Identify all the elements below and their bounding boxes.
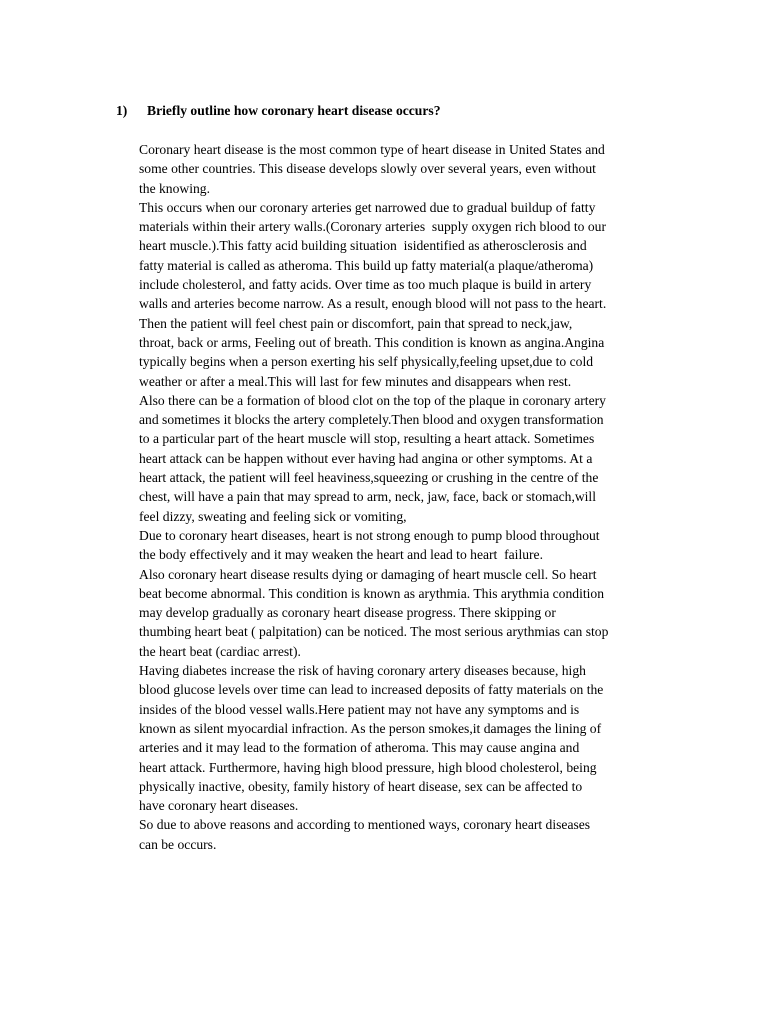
answer-line: include cholesterol, and fatty acids. Over time as too much plaque is build in artery [139,277,592,293]
answer-line: some other countries. This disease develops slowly over several years, even without [139,161,596,177]
answer-line: the heart beat (cardiac arrest). [139,643,301,659]
answer-body [139,140,679,854]
answer-line: walls and arteries become narrow. As a result, enough blood will not pass to the heart. [139,296,607,312]
answer-line: So due to above reasons and according to mentioned ways, coronary heart diseases [139,817,591,833]
answer-line: heart attack. Furthermore, having high blood pressure, high blood cholesterol, being [139,759,597,775]
answer-line: Also there can be a formation of blood clot on the top of the plaque in coronary artery [139,392,606,408]
answer-line: known as silent myocardial infraction. As the person smokes,it damages the lining of [139,720,602,736]
answer-line: heart attack can be happen without ever having had angina or other symptoms. At a [139,450,593,466]
answer-line: the body effectively and it may weaken the heart and lead to heart failure. [139,547,543,563]
question-number: 1) [116,103,128,118]
answer-line: have coronary heart diseases. [139,798,299,814]
answer-line: chest, will have a pain that may spread to arm, neck, jaw, face, back or stomach,will [139,489,596,505]
answer-line: physically inactive, obesity, family history of heart disease, sex can be affected to [139,778,583,794]
answer-line: fatty material is called as atheroma. This build up fatty material(a plaque/atheroma) [139,257,594,273]
answer-line: beat become abnormal. This condition is known as arythmia. This arythmia condition [139,585,604,601]
answer-line: thumbing heart beat ( palpitation) can be noticed. The most serious arythmias can stop [139,624,609,640]
answer-line: heart attack, the patient will feel heaviness,squeezing or crushing in the centre of the [139,470,599,486]
answer-line: may develop gradually as coronary heart disease progress. There skipping or [139,605,556,621]
answer-line: Also coronary heart disease results dying or damaging of heart muscle cell. So heart [139,566,597,582]
answer-line: the knowing. [139,180,210,196]
answer-line: materials within their artery walls.(Coronary arteries supply oxygen rich blood to our [139,219,606,235]
answer-line: feel dizzy, sweating and feeling sick or vomiting, [139,508,407,524]
question-heading [116,101,441,120]
answer-line: typically begins when a person exerting his self physically,feeling upset,due to cold [139,354,594,370]
answer-line: and sometimes it blocks the artery completely.Then blood and oxygen transformation [139,412,604,428]
answer-line: Having diabetes increase the risk of having coronary artery diseases because, high [139,663,586,679]
answer-line: throat, back or arms, Feeling out of breath. This condition is known as angina.Angina [139,334,605,350]
answer-line: insides of the blood vessel walls.Here patient may not have any symptoms and is [139,701,580,717]
answer-line: can be occurs. [139,836,217,852]
question-text: Briefly outline how coronary heart disease occurs? [147,103,441,118]
answer-line: arteries and it may lead to the formation of atheroma. This may cause angina and [139,740,580,756]
answer-line: This occurs when our coronary arteries get narrowed due to gradual buildup of fatty [139,199,596,215]
answer-line: Due to coronary heart diseases, heart is not strong enough to pump blood throughout [139,527,600,543]
answer-line: Coronary heart disease is the most common type of heart disease in United States and [139,142,605,157]
answer-line: weather or after a meal.This will last for few minutes and disappears when rest. [139,373,572,389]
answer-line: Then the patient will feel chest pain or discomfort, pain that spread to neck,jaw, [139,315,573,331]
answer-line: to a particular part of the heart muscle will stop, resulting a heart attack. Sometimes [139,431,595,447]
answer-line: heart muscle.).This fatty acid building situation isidentified as atherosclerosis and [139,238,587,254]
answer-line: blood glucose levels over time can lead to increased deposits of fatty materials on the [139,682,604,698]
